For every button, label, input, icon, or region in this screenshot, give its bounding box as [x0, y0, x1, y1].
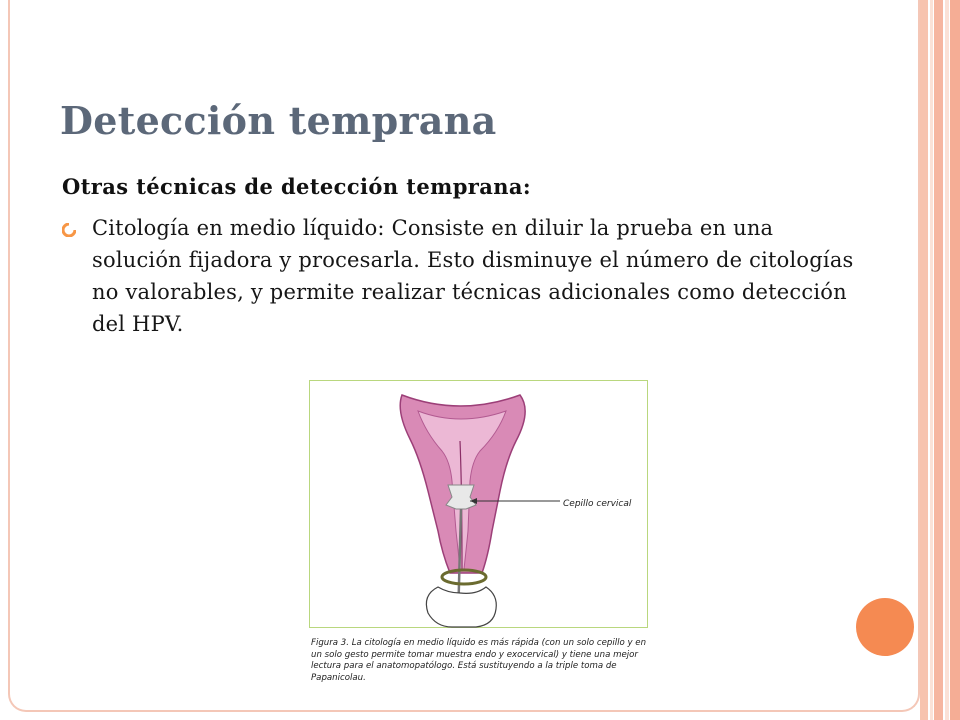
decorative-stripe [945, 0, 949, 720]
decorative-stripe [920, 0, 928, 720]
slide-title: Detección temprana [60, 98, 497, 143]
figure-label: Cepillo cervical [563, 499, 632, 509]
figure-illustration-frame [309, 380, 648, 628]
ring-bullet-icon [62, 223, 76, 237]
bullet-text: Citología en medio líquido: Consiste en diluir la prueba en una solución fijadora y procesarla. Esto disminuye el número de citologías no valorables, y permite realizar técnicas adicionales como detección del HPV. [92, 216, 854, 336]
figure [309, 380, 649, 716]
decorative-stripe [950, 0, 960, 720]
decorative-stripe [930, 0, 933, 720]
bullet-list [62, 212, 862, 340]
bullet-item [62, 212, 862, 340]
decorative-circle [856, 598, 914, 656]
figure-caption: Figura 3. La citología en medio líquido es más rápida (con un solo cepillo y en un solo gesto permite tomar muestra endo y exocervical) y tiene una mejor lectura para el anatomopatólogo. Está sustituyendo a la triple toma de Papanicolau. [311, 638, 647, 683]
decorative-stripe [934, 0, 943, 720]
slide-subtitle: Otras técnicas de detección temprana: [62, 174, 532, 199]
